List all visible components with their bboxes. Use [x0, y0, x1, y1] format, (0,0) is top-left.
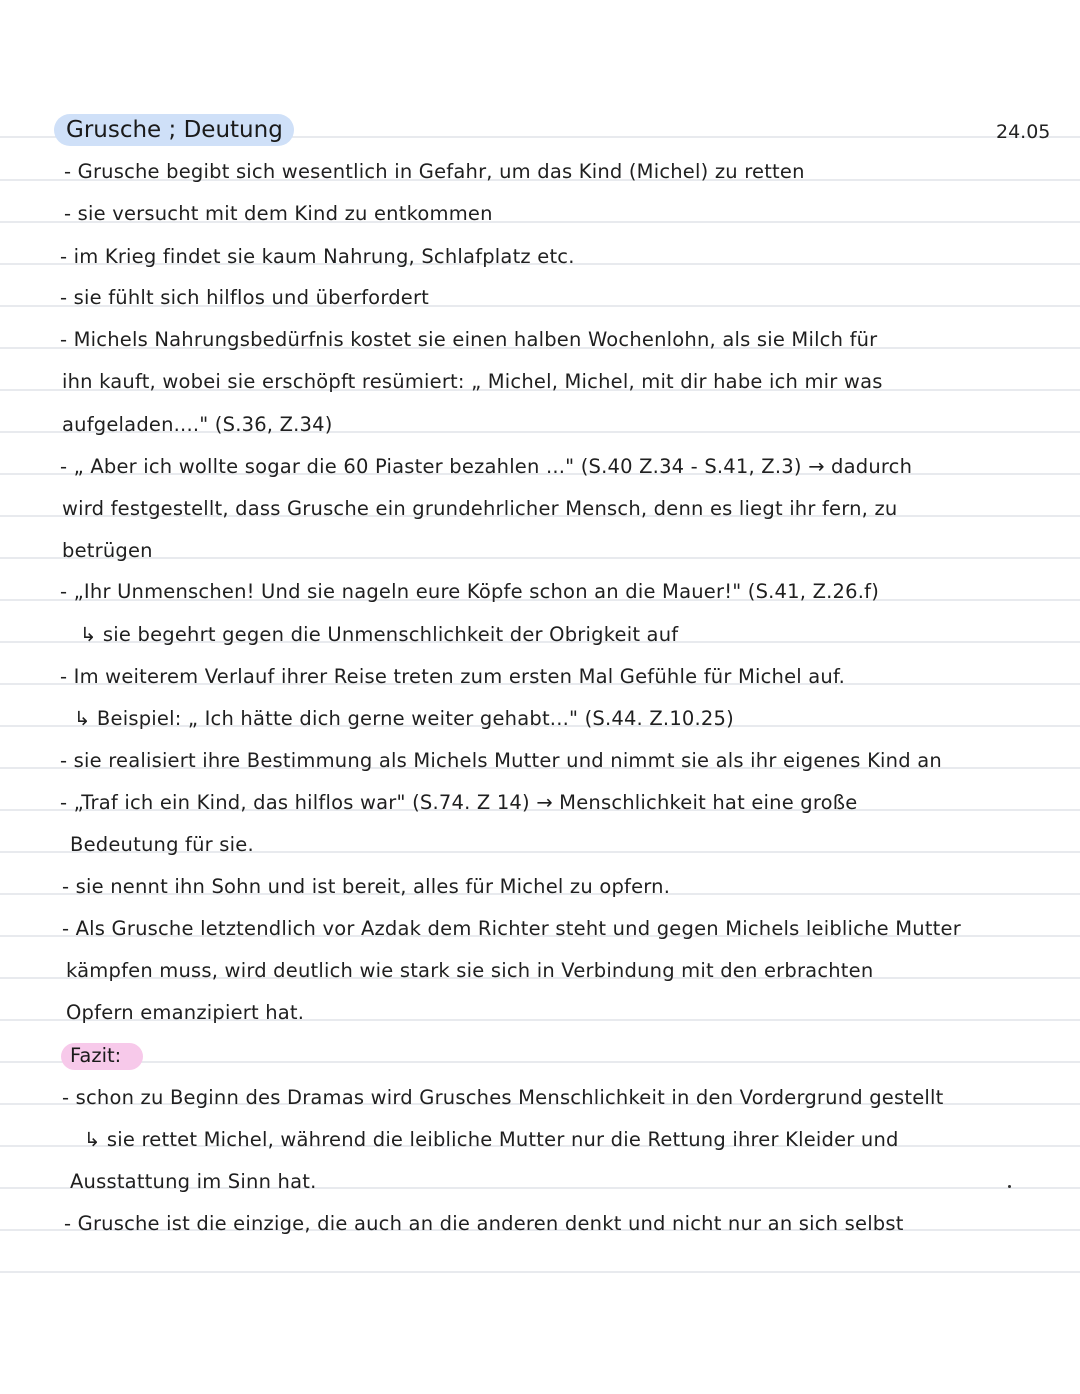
note-line: - „Ihr Unmenschen! Und sie nageln eure Köpfe schon an die Mauer!" (S.41, Z.26.f): [60, 580, 880, 603]
fazit-heading: Fazit:: [70, 1044, 122, 1067]
note-line: - „Traf ich ein Kind, das hilflos war" (S.74. Z 14) → Menschlichkeit hat eine große: [60, 791, 858, 814]
note-line: wird festgestellt, dass Grusche ein grundehrlicher Mensch, denn es liegt ihr fern, zu: [62, 497, 898, 520]
fazit-line: - schon zu Beginn des Dramas wird Grusches Menschlichkeit in den Vordergrund gestellt: [62, 1086, 944, 1109]
note-line: Bedeutung für sie.: [70, 833, 254, 856]
note-line: - Als Grusche letztendlich vor Azdak dem Richter steht und gegen Michels leibliche Mutter: [62, 917, 961, 940]
note-line: - „ Aber ich wollte sogar die 60 Piaster bezahlen ..." (S.40 Z.34 - S.41, Z.3) → dadurch: [60, 455, 913, 478]
note-line: - sie versucht mit dem Kind zu entkommen: [64, 202, 493, 225]
note-line: - Grusche begibt sich wesentlich in Gefahr, um das Kind (Michel) zu retten: [64, 160, 805, 183]
note-line: - sie realisiert ihre Bestimmung als Michels Mutter und nimmt sie als ihr eigenes Kind an: [60, 749, 942, 772]
note-line: aufgeladen...." (S.36, Z.34): [62, 413, 333, 436]
note-line: Opfern emanzipiert hat.: [66, 1001, 305, 1024]
note-line: ihn kauft, wobei sie erschöpft resümiert: „ Michel, Michel, mit dir habe ich mir was: [62, 370, 883, 393]
fazit-line: Ausstattung im Sinn hat.: [70, 1170, 317, 1193]
note-line: - Im weiterem Verlauf ihrer Reise treten zum ersten Mal Gefühle für Michel auf.: [60, 665, 846, 688]
note-line: - im Krieg findet sie kaum Nahrung, Schlafplatz etc.: [60, 245, 575, 268]
note-line: - Michels Nahrungsbedürfnis kostet sie einen halben Wochenlohn, als sie Milch für: [60, 328, 878, 351]
note-date: 24.05: [996, 121, 1051, 143]
note-line: - sie nennt ihn Sohn und ist bereit, alles für Michel zu opfern.: [62, 875, 671, 898]
note-line: kämpfen muss, wird deutlich wie stark sie sich in Verbindung mit den erbrachten: [66, 959, 874, 982]
fazit-line-arrow: ↳ sie rettet Michel, während die leibliche Mutter nur die Rettung ihrer Kleider und: [84, 1128, 899, 1151]
note-line: betrügen: [62, 539, 153, 562]
note-line-arrow: ↳ Beispiel: „ Ich hätte dich gerne weiter gehabt..." (S.44. Z.10.25): [74, 707, 734, 730]
note-line: - sie fühlt sich hilflos und überfordert: [60, 286, 430, 309]
page-title: Grusche ; Deutung: [66, 117, 283, 143]
fazit-line: - Grusche ist die einzige, die auch an die anderen denkt und nicht nur an sich selbst: [64, 1212, 904, 1235]
note-line-arrow: ↳ sie begehrt gegen die Unmenschlichkeit der Obrigkeit auf: [80, 623, 679, 646]
stray-dot: [1008, 1185, 1011, 1188]
